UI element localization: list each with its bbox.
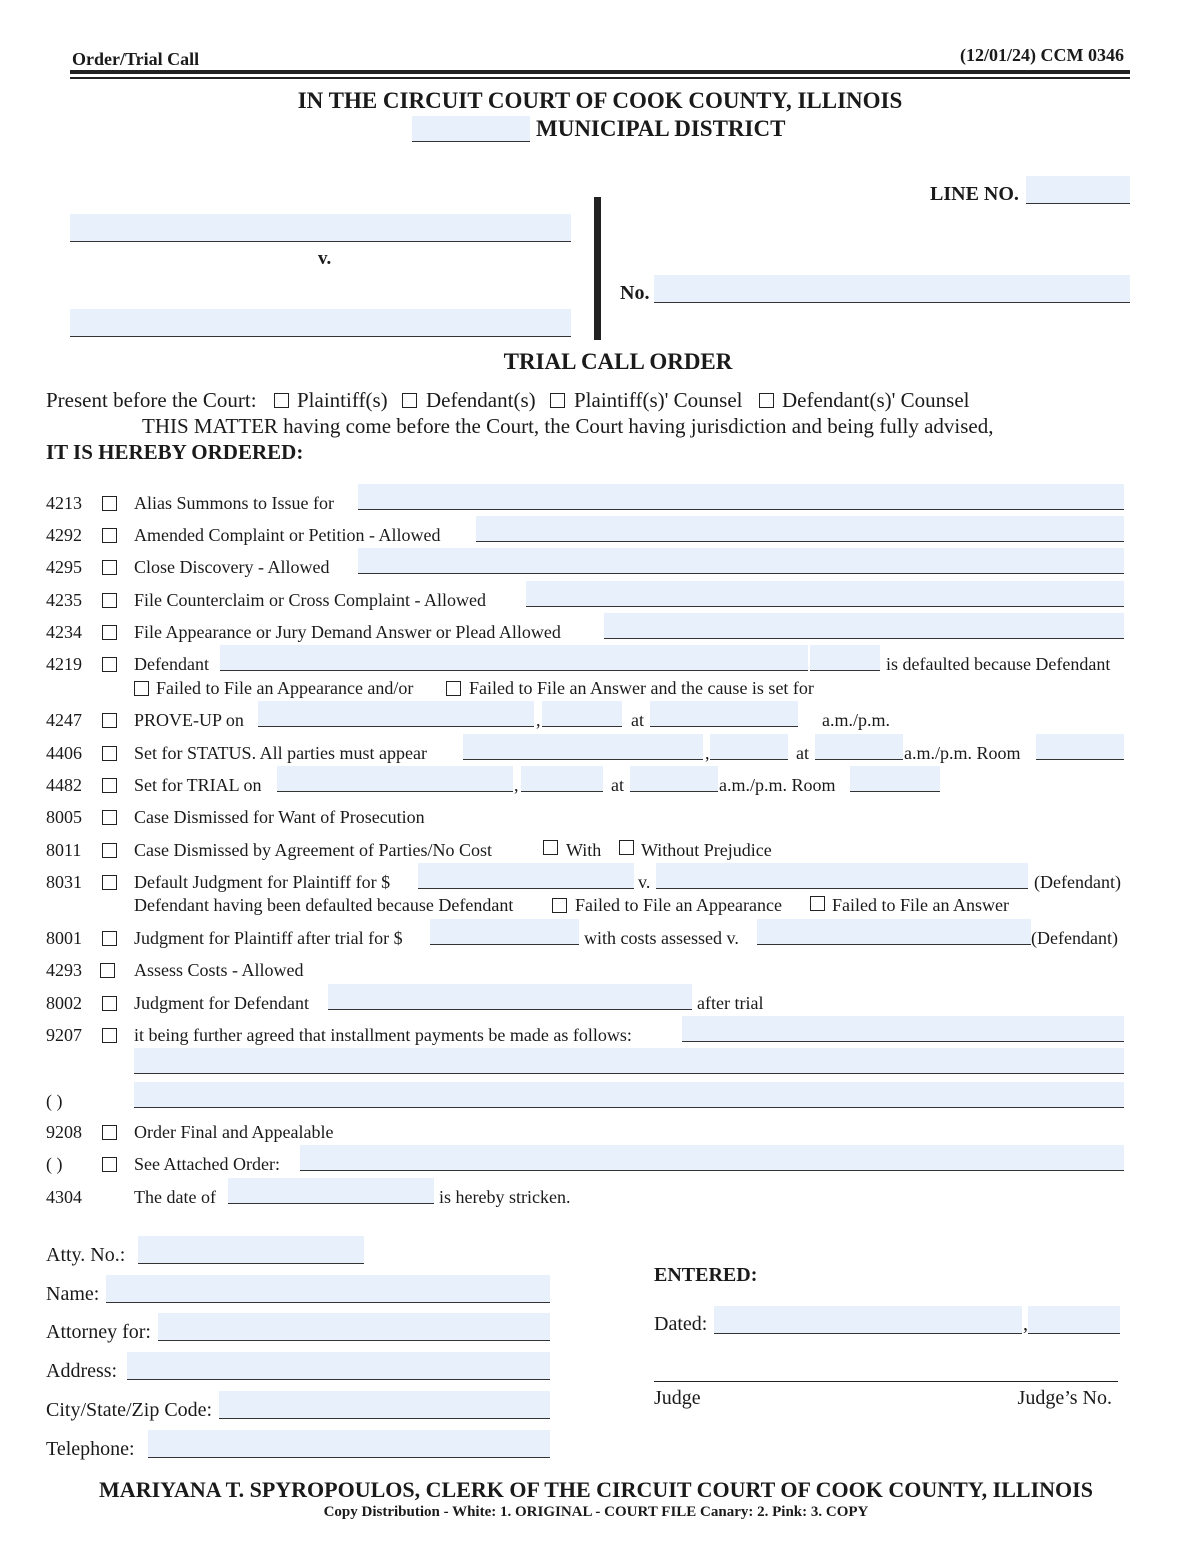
def-8001: (Defendant) — [1031, 928, 1118, 948]
address-field[interactable] — [127, 1352, 550, 1380]
mid-8001: with costs assessed v. — [584, 928, 739, 948]
checkbox-9207[interactable] — [102, 1028, 117, 1043]
tail-4304: is hereby stricken. — [439, 1187, 571, 1207]
label-8031: Default Judgment for Plaintiff for $ — [134, 872, 391, 892]
field-4247-year[interactable] — [542, 701, 622, 727]
matter-statement: THIS MATTER having come before the Court, the Court having jurisdiction and being fully advised, — [142, 414, 994, 438]
telephone-label: Telephone: — [46, 1438, 135, 1460]
district-field[interactable] — [412, 116, 530, 142]
field-4213[interactable] — [358, 484, 1124, 510]
code-4247: 4247 — [46, 710, 82, 730]
plaintiff-present-checkbox[interactable] — [274, 393, 289, 408]
label-4235: File Counterclaim or Cross Complaint - Allowed — [134, 590, 486, 610]
judge-signature-line — [654, 1381, 1118, 1382]
field-4234[interactable] — [604, 613, 1124, 639]
label-8031-appearance: Failed to File an Appearance — [575, 895, 782, 915]
dated-label: Dated: — [654, 1313, 708, 1335]
field-attached[interactable] — [300, 1145, 1124, 1171]
label-4247: PROVE-UP on — [134, 710, 244, 730]
checkbox-4219[interactable] — [102, 657, 117, 672]
case-no-field[interactable] — [654, 275, 1130, 303]
defendant-counsel-checkbox[interactable] — [759, 393, 774, 408]
label-attached: See Attached Order: — [134, 1154, 280, 1174]
copy-distribution: Copy Distribution - White: 1. ORIGINAL - COURT FILE Canary: 2. Pink: 3. COPY — [323, 1504, 869, 1520]
ordered-heading: IT IS HEREBY ORDERED: — [46, 440, 304, 464]
field-9207-line1[interactable] — [682, 1016, 1124, 1042]
checkbox-4406[interactable] — [102, 746, 117, 761]
clerk-name: MARIYANA T. SPYROPOULOS, CLERK OF THE CIRCUIT COURT OF COOK COUNTY, ILLINOIS — [99, 1477, 1093, 1502]
header-rule-thick — [70, 70, 1130, 74]
field-4482-date[interactable] — [277, 766, 513, 792]
code-8001: 8001 — [46, 928, 82, 948]
code-4482: 4482 — [46, 775, 82, 795]
code-4406: 4406 — [46, 743, 82, 763]
code-8002: 8002 — [46, 993, 82, 1013]
line2-8031: Defendant having been defaulted because Defendant — [134, 895, 514, 915]
present-label: Present before the Court: — [46, 388, 257, 412]
address-label: Address: — [46, 1360, 118, 1382]
plaintiff-counsel-label: Plaintiff(s)' Counsel — [574, 388, 743, 412]
checkbox-8011-without[interactable] — [619, 840, 634, 855]
label-4219-tail: is defaulted because Defendant — [886, 654, 1111, 674]
label-8002: Judgment for Defendant — [134, 993, 309, 1013]
code-4293: 4293 — [46, 960, 82, 980]
at-4247: at — [631, 710, 644, 730]
label-8005: Case Dismissed for Want of Prosecution — [134, 807, 425, 827]
form-number: (12/01/24) CCM 0346 — [960, 45, 1124, 65]
line-no-field[interactable] — [1026, 176, 1130, 204]
dated-year-field[interactable] — [1028, 1306, 1120, 1334]
checkbox-4234[interactable] — [102, 625, 117, 640]
checkbox-8001[interactable] — [102, 931, 117, 946]
header-rule-thin — [70, 77, 1130, 79]
defendant-present-label: Defendant(s) — [426, 388, 536, 412]
defendant-present-checkbox[interactable] — [402, 393, 417, 408]
label-8001: Judgment for Plaintiff after trial for $ — [134, 928, 403, 948]
checkbox-8031-appearance[interactable] — [552, 898, 567, 913]
line-no-label: LINE NO. — [930, 183, 1019, 205]
city-state-zip-label: City/State/Zip Code: — [46, 1399, 213, 1421]
entered-label: ENTERED: — [654, 1264, 758, 1286]
atty-for-label: Attorney for: — [46, 1321, 151, 1343]
code-4234: 4234 — [46, 622, 82, 642]
code-8005: 8005 — [46, 807, 82, 827]
checkbox-4213[interactable] — [102, 496, 117, 511]
field-4482-room[interactable] — [850, 766, 940, 792]
field-4482-year[interactable] — [521, 766, 603, 792]
checkbox-9208[interactable] — [102, 1125, 117, 1140]
telephone-field[interactable] — [148, 1430, 550, 1458]
ampm-4247: a.m./p.m. — [822, 710, 890, 730]
atty-name-label: Name: — [46, 1283, 100, 1305]
caption-divider — [594, 197, 601, 340]
checkbox-4247[interactable] — [102, 713, 117, 728]
judge-label: Judge — [654, 1387, 701, 1409]
checkbox-attached[interactable] — [102, 1157, 117, 1172]
code-8031: 8031 — [46, 872, 82, 892]
label-8011-without: Without Prejudice — [641, 840, 772, 860]
checkbox-4295[interactable] — [102, 560, 117, 575]
code-9208: 9208 — [46, 1122, 82, 1142]
label-4219-answer: Failed to File an Answer and the cause is set for — [469, 678, 814, 698]
field-8002-defendant[interactable] — [328, 984, 692, 1010]
code-4295: 4295 — [46, 557, 82, 577]
checkbox-8002[interactable] — [102, 996, 117, 1011]
code-9207: 9207 — [46, 1025, 82, 1045]
checkbox-8011-with[interactable] — [543, 840, 558, 855]
paren-2: ( ) — [46, 1154, 63, 1174]
code-4304: 4304 — [46, 1187, 82, 1207]
checkbox-4292[interactable] — [102, 528, 117, 543]
field-4247-date[interactable] — [258, 701, 534, 727]
judge-no-label: Judge’s No. — [1017, 1387, 1112, 1409]
def-8031: (Defendant) — [1034, 872, 1121, 892]
atty-no-field[interactable] — [138, 1236, 364, 1264]
atty-no-label: Atty. No.: — [46, 1244, 126, 1266]
checkbox-4219-appearance[interactable] — [134, 681, 149, 696]
field-8031-amount[interactable] — [418, 863, 634, 889]
comma-4482: , — [514, 775, 519, 795]
at-4406: at — [796, 743, 809, 763]
field-4235[interactable] — [526, 581, 1124, 607]
label-9207: it being further agreed that installment payments be made as follows: — [134, 1025, 632, 1045]
at-4482: at — [611, 775, 624, 795]
atty-name-field[interactable] — [106, 1275, 550, 1303]
court-title: IN THE CIRCUIT COURT OF COOK COUNTY, ILLINOIS — [297, 88, 903, 113]
form-type-label: Order/Trial Call — [72, 49, 200, 69]
comma-4406: , — [705, 743, 710, 763]
defendant-counsel-label: Defendant(s)' Counsel — [782, 388, 970, 412]
label-4295: Close Discovery - Allowed — [134, 557, 330, 577]
field-9207-line3[interactable] — [134, 1082, 1124, 1108]
order-title: TRIAL CALL ORDER — [503, 349, 733, 374]
code-4292: 4292 — [46, 525, 82, 545]
checkbox-8031[interactable] — [102, 875, 117, 890]
field-4406-time[interactable] — [815, 734, 903, 760]
checkbox-4482[interactable] — [102, 778, 117, 793]
case-no-label: No. — [620, 282, 650, 304]
label-4406: Set for STATUS. All parties must appear — [134, 743, 428, 763]
field-4295[interactable] — [358, 548, 1124, 574]
defendant-name-field[interactable] — [70, 309, 571, 337]
district-label: MUNICIPAL DISTRICT — [536, 116, 786, 141]
label-4304: The date of — [134, 1187, 216, 1207]
v-8031: v. — [638, 872, 651, 892]
paren-1: ( ) — [46, 1091, 63, 1111]
field-4304-date[interactable] — [228, 1178, 434, 1204]
code-4213: 4213 — [46, 493, 82, 513]
checkbox-8005[interactable] — [102, 810, 117, 825]
label-4234: File Appearance or Jury Demand Answer or Plead Allowed — [134, 622, 561, 642]
field-8001-amount[interactable] — [430, 919, 579, 945]
field-9207-line2[interactable] — [134, 1048, 1124, 1074]
label-4219-appearance: Failed to File an Appearance and/or — [156, 678, 414, 698]
label-8011: Case Dismissed by Agreement of Parties/No Cost — [134, 840, 492, 860]
field-4292[interactable] — [476, 516, 1124, 542]
checkbox-8031-answer[interactable] — [810, 896, 825, 911]
label-4219: Defendant — [134, 654, 209, 674]
field-8031-defendant[interactable] — [656, 863, 1028, 889]
checkbox-4219-answer[interactable] — [446, 681, 461, 696]
field-4219-defendant[interactable] — [220, 645, 808, 671]
label-4482: Set for TRIAL on — [134, 775, 262, 795]
field-4482-time[interactable] — [630, 766, 718, 792]
label-9208: Order Final and Appealable — [134, 1122, 334, 1142]
versus-label: v. — [318, 248, 332, 269]
tail-8002: after trial — [697, 993, 764, 1013]
label-8011-with: With — [566, 840, 602, 860]
checkbox-8011[interactable] — [102, 843, 117, 858]
field-8001-defendant[interactable] — [757, 919, 1031, 945]
city-state-zip-field[interactable] — [219, 1391, 550, 1419]
field-4219-extra[interactable] — [810, 645, 880, 671]
code-4235: 4235 — [46, 590, 82, 610]
ampm-4406: a.m./p.m. Room — [904, 743, 1021, 763]
plaintiff-present-label: Plaintiff(s) — [297, 388, 388, 412]
field-4406-date[interactable] — [463, 734, 703, 760]
checkbox-4293[interactable] — [100, 963, 115, 978]
label-8031-answer: Failed to File an Answer — [832, 895, 1009, 915]
field-4406-room[interactable] — [1036, 734, 1124, 760]
field-4247-time[interactable] — [650, 701, 798, 727]
plaintiff-counsel-checkbox[interactable] — [550, 393, 565, 408]
field-4406-year[interactable] — [710, 734, 788, 760]
atty-for-field[interactable] — [158, 1313, 550, 1341]
code-4219: 4219 — [46, 654, 82, 674]
comma-4247: , — [536, 710, 541, 730]
ampm-4482: a.m./p.m. Room — [719, 775, 836, 795]
checkbox-4235[interactable] — [102, 593, 117, 608]
dated-comma: , — [1023, 1313, 1028, 1335]
plaintiff-name-field[interactable] — [70, 214, 571, 242]
code-8011: 8011 — [46, 840, 82, 860]
label-4292: Amended Complaint or Petition - Allowed — [134, 525, 441, 545]
dated-field[interactable] — [714, 1306, 1022, 1334]
label-4293: Assess Costs - Allowed — [134, 960, 304, 980]
label-4213: Alias Summons to Issue for — [134, 493, 334, 513]
